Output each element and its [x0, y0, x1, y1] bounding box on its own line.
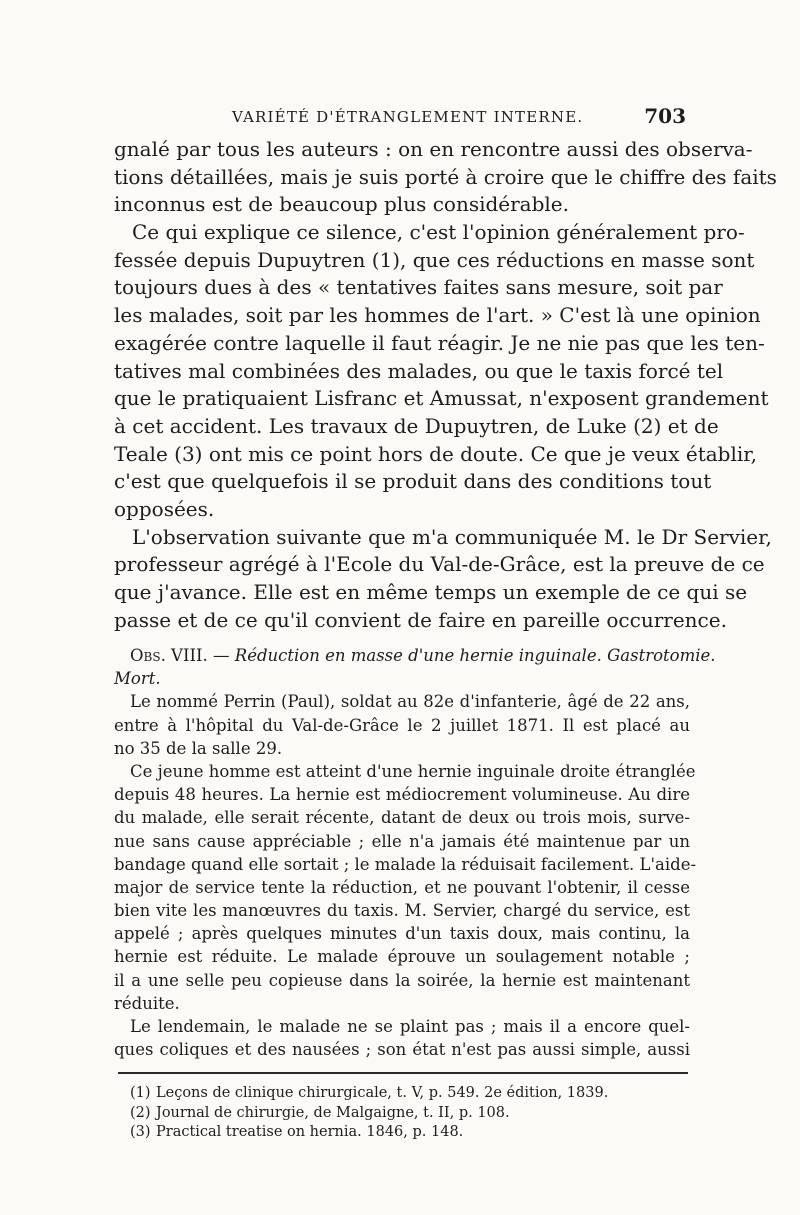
observation-line: Le lendemain, le malade ne se plaint pas ; mais il a encore quel-: [130, 1017, 690, 1036]
text-line: tatives mal combinées des malades, ou que le taxis forcé tel: [114, 358, 724, 383]
text-line: passe et de ce qu'il convient de faire en pareille occurrence.: [114, 607, 727, 632]
observation-title-end: Mort.: [114, 669, 161, 689]
text-line: tions détaillées, mais je suis porté à croire que le chiffre des faits: [114, 164, 777, 189]
footnote-text: Leçons de clinique chirurgicale, t. V, p. 549. 2e édition, 1839.: [156, 1085, 609, 1101]
footnote: [130, 1084, 630, 1104]
text-line: exagérée contre laquelle il faut réagir. Je ne nie pas que les ten-: [114, 330, 765, 355]
observation-line: du malade, elle serait récente, datant de deux ou trois mois, surve-: [114, 808, 690, 828]
observation-line: réduite.: [114, 993, 180, 1013]
observation-heading-end: [114, 667, 690, 690]
observation-line: ques coliques et des nausées ; son état n'est pas aussi simple, aussi: [114, 1040, 690, 1060]
observation-line: depuis 48 heures. La hernie est médiocrement volumineuse. Au dire: [114, 785, 690, 805]
text-line: que j'avance. Elle est en même temps un exemple de ce qui se: [114, 580, 748, 604]
running-title: VARIÉTÉ D'ÉTRANGLEMENT INTERNE.: [232, 108, 584, 126]
observation-line: il a une selle peu copieuse dans la soirée, la hernie est maintenant: [114, 970, 690, 990]
text-line: que le pratiquaient Lisfranc et Amussat, n'exposent grandement: [114, 386, 769, 411]
text-line: gnalé par tous les auteurs : on en rencontre aussi des observa-: [114, 137, 753, 161]
page-header: [112, 104, 690, 132]
footnote-number: (3): [130, 1124, 151, 1140]
observation-line: hernie est réduite. Le malade éprouve un soulagement notable ;: [114, 947, 690, 967]
text-line: inconnus est de beaucoup plus considérable.: [114, 192, 569, 217]
footnote: [130, 1104, 630, 1124]
observation-line: bandage quand elle sortait ; le malade la réduisait facilement. L'aide-: [114, 854, 697, 874]
footnote-text: Practical treatise on hernia. 1846, p. 148.: [156, 1124, 464, 1140]
footnote-rule: [118, 1072, 688, 1074]
footnote-text: Journal de chirurgie, de Malgaigne, t. II, p. 108.: [156, 1104, 510, 1121]
footnote: [130, 1123, 630, 1143]
text-line: toujours dues à des « tentatives faites sans mesure, soit par: [114, 275, 723, 300]
observation-title: Réduction en masse d'une hernie inguinale. Gastrotomie.: [234, 646, 716, 665]
observation-line: major de service tente la réduction, et ne pouvant l'obtenir, il cesse: [114, 877, 690, 897]
page-number: 703: [644, 104, 686, 128]
text-line: opposées.: [114, 496, 215, 521]
text-line: Teale (3) ont mis ce point hors de doute. Ce que je veux établir,: [114, 441, 757, 466]
observation-line: no 35 de la salle 29.: [114, 738, 283, 758]
text-line: fessée depuis Dupuytren (1), que ces réductions en masse sont: [114, 247, 755, 272]
observation-line: appelé ; après quelques minutes d'un taxis doux, mais continu, la: [114, 924, 690, 944]
observation-line: Ce jeune homme est atteint d'une hernie inguinale droite étranglée: [130, 761, 696, 781]
footnote-number: (2): [130, 1104, 151, 1121]
text-line: Ce qui explique ce silence, c'est l'opinion généralement pro-: [132, 220, 745, 245]
observation-block: [114, 644, 716, 1061]
observation-line: nue sans cause appréciable ; elle n'a jamais été maintenue par un: [114, 831, 690, 851]
main-text: [114, 136, 777, 634]
footnote-number: (1): [130, 1085, 151, 1101]
observation-label: Obs. VIII. —: [130, 646, 230, 665]
text-line: les malades, soit par les hommes de l'art. » C'est là une opinion: [114, 303, 761, 328]
observation-line: Le nommé Perrin (Paul), soldat au 82e d'infanterie, âgé de 22 ans,: [130, 692, 690, 712]
text-line: professeur agrégé à l'Ecole du Val-de-Grâce, est la preuve de ce: [114, 552, 765, 577]
text-line: L'observation suivante que m'a communiquée M. le Dr Servier,: [132, 524, 772, 549]
text-line: c'est que quelquefois il se produit dans des conditions tout: [114, 469, 712, 494]
text-line: à cet accident. Les travaux de Dupuytren, de Luke (2) et de: [114, 413, 719, 438]
observation-heading: [114, 644, 716, 667]
footnotes: [130, 1084, 630, 1143]
observation-line: bien vite les manœuvres du taxis. M. Servier, chargé du service, est: [114, 901, 690, 921]
observation-line: entre à l'hôpital du Val-de-Grâce le 2 juillet 1871. Il est placé au: [114, 715, 690, 735]
